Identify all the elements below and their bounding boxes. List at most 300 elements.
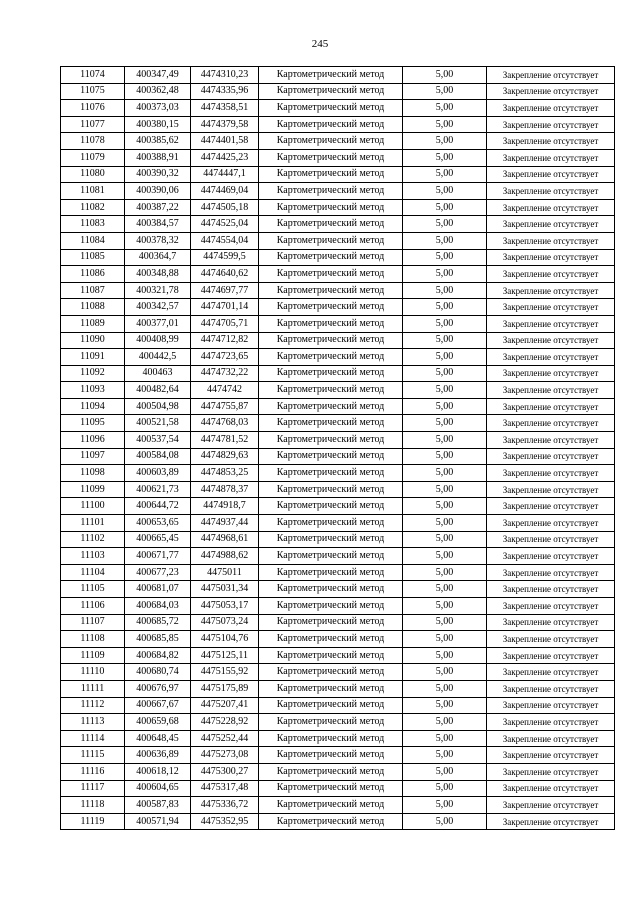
point-number-cell: 11119 — [61, 813, 125, 830]
table-row — [61, 763, 615, 780]
point-number-cell: 11074 — [61, 67, 125, 84]
y-coordinate-cell: 4475125,11 — [191, 647, 259, 664]
x-coordinate-cell: 400671,77 — [125, 548, 191, 565]
accuracy-cell: 5,00 — [403, 548, 487, 565]
x-coordinate-cell: 400685,72 — [125, 614, 191, 631]
y-coordinate-cell: 4474755,87 — [191, 398, 259, 415]
x-coordinate-cell: 400387,22 — [125, 199, 191, 216]
method-cell: Картометрический метод — [259, 614, 403, 631]
accuracy-cell: 5,00 — [403, 631, 487, 648]
fixation-cell: Закрепление отсутствует — [487, 67, 615, 84]
table-row — [61, 481, 615, 498]
accuracy-cell: 5,00 — [403, 199, 487, 216]
table-row — [61, 531, 615, 548]
accuracy-cell: 5,00 — [403, 647, 487, 664]
fixation-cell: Закрепление отсутствует — [487, 282, 615, 299]
y-coordinate-cell: 4474335,96 — [191, 83, 259, 100]
y-coordinate-cell: 4475073,24 — [191, 614, 259, 631]
method-cell: Картометрический метод — [259, 481, 403, 498]
y-coordinate-cell: 4474723,65 — [191, 349, 259, 366]
method-cell: Картометрический метод — [259, 813, 403, 830]
accuracy-cell: 5,00 — [403, 498, 487, 515]
x-coordinate-cell: 400378,32 — [125, 232, 191, 249]
x-coordinate-cell: 400648,45 — [125, 730, 191, 747]
accuracy-cell: 5,00 — [403, 149, 487, 166]
point-number-cell: 11078 — [61, 133, 125, 150]
point-number-cell: 11092 — [61, 365, 125, 382]
method-cell: Картометрический метод — [259, 714, 403, 731]
accuracy-cell: 5,00 — [403, 398, 487, 415]
point-number-cell: 11095 — [61, 415, 125, 432]
y-coordinate-cell: 4475011 — [191, 564, 259, 581]
point-number-cell: 11090 — [61, 332, 125, 349]
point-number-cell: 11110 — [61, 664, 125, 681]
table-row — [61, 614, 615, 631]
method-cell: Картометрический метод — [259, 697, 403, 714]
method-cell: Картометрический метод — [259, 581, 403, 598]
point-number-cell: 11079 — [61, 149, 125, 166]
method-cell: Картометрический метод — [259, 797, 403, 814]
x-coordinate-cell: 400653,65 — [125, 515, 191, 532]
method-cell: Картометрический метод — [259, 730, 403, 747]
y-coordinate-cell: 4474447,1 — [191, 166, 259, 183]
point-number-cell: 11096 — [61, 432, 125, 449]
fixation-cell: Закрепление отсутствует — [487, 315, 615, 332]
table-row — [61, 282, 615, 299]
fixation-cell: Закрепление отсутствует — [487, 813, 615, 830]
fixation-cell: Закрепление отсутствует — [487, 598, 615, 615]
method-cell: Картометрический метод — [259, 199, 403, 216]
coordinates-table-body — [61, 67, 615, 830]
y-coordinate-cell: 4475175,89 — [191, 680, 259, 697]
x-coordinate-cell: 400364,7 — [125, 249, 191, 266]
page-number: 245 — [311, 38, 329, 50]
x-coordinate-cell: 400684,03 — [125, 598, 191, 615]
y-coordinate-cell: 4475273,08 — [191, 747, 259, 764]
y-coordinate-cell: 4474988,62 — [191, 548, 259, 565]
table-row — [61, 714, 615, 731]
point-number-cell: 11076 — [61, 100, 125, 117]
table-row — [61, 249, 615, 266]
table-row — [61, 83, 615, 100]
fixation-cell: Закрепление отсутствует — [487, 183, 615, 200]
y-coordinate-cell: 4474358,51 — [191, 100, 259, 117]
fixation-cell: Закрепление отсутствует — [487, 349, 615, 366]
x-coordinate-cell: 400482,64 — [125, 382, 191, 399]
x-coordinate-cell: 400321,78 — [125, 282, 191, 299]
point-number-cell: 11100 — [61, 498, 125, 515]
y-coordinate-cell: 4474712,82 — [191, 332, 259, 349]
y-coordinate-cell: 4474310,23 — [191, 67, 259, 84]
table-row — [61, 664, 615, 681]
accuracy-cell: 5,00 — [403, 299, 487, 316]
table-row — [61, 730, 615, 747]
method-cell: Картометрический метод — [259, 747, 403, 764]
method-cell: Картометрический метод — [259, 680, 403, 697]
table-row — [61, 432, 615, 449]
fixation-cell: Закрепление отсутствует — [487, 498, 615, 515]
accuracy-cell: 5,00 — [403, 266, 487, 283]
fixation-cell: Закрепление отсутствует — [487, 730, 615, 747]
fixation-cell: Закрепление отсутствует — [487, 415, 615, 432]
y-coordinate-cell: 4474937,44 — [191, 515, 259, 532]
y-coordinate-cell: 4475207,41 — [191, 697, 259, 714]
accuracy-cell: 5,00 — [403, 100, 487, 117]
table-row — [61, 465, 615, 482]
x-coordinate-cell: 400384,57 — [125, 216, 191, 233]
fixation-cell: Закрепление отсутствует — [487, 166, 615, 183]
table-row — [61, 647, 615, 664]
table-row — [61, 183, 615, 200]
x-coordinate-cell: 400604,65 — [125, 780, 191, 797]
x-coordinate-cell: 400659,68 — [125, 714, 191, 731]
method-cell: Картометрический метод — [259, 232, 403, 249]
fixation-cell: Закрепление отсутствует — [487, 432, 615, 449]
point-number-cell: 11077 — [61, 116, 125, 133]
point-number-cell: 11099 — [61, 481, 125, 498]
table-row — [61, 747, 615, 764]
method-cell: Картометрический метод — [259, 67, 403, 84]
x-coordinate-cell: 400388,91 — [125, 149, 191, 166]
point-number-cell: 11083 — [61, 216, 125, 233]
method-cell: Картометрический метод — [259, 315, 403, 332]
fixation-cell: Закрепление отсутствует — [487, 249, 615, 266]
point-number-cell: 11111 — [61, 680, 125, 697]
table-row — [61, 631, 615, 648]
x-coordinate-cell: 400667,67 — [125, 697, 191, 714]
fixation-cell: Закрепление отсутствует — [487, 199, 615, 216]
x-coordinate-cell: 400677,23 — [125, 564, 191, 581]
table-row — [61, 564, 615, 581]
fixation-cell: Закрепление отсутствует — [487, 763, 615, 780]
table-row — [61, 299, 615, 316]
method-cell: Картометрический метод — [259, 282, 403, 299]
method-cell: Картометрический метод — [259, 133, 403, 150]
point-number-cell: 11116 — [61, 763, 125, 780]
x-coordinate-cell: 400377,01 — [125, 315, 191, 332]
y-coordinate-cell: 4475228,92 — [191, 714, 259, 731]
accuracy-cell: 5,00 — [403, 813, 487, 830]
point-number-cell: 11114 — [61, 730, 125, 747]
method-cell: Картометрический метод — [259, 448, 403, 465]
point-number-cell: 11094 — [61, 398, 125, 415]
method-cell: Картометрический метод — [259, 598, 403, 615]
fixation-cell: Закрепление отсутствует — [487, 531, 615, 548]
y-coordinate-cell: 4475252,44 — [191, 730, 259, 747]
method-cell: Картометрический метод — [259, 647, 403, 664]
method-cell: Картометрический метод — [259, 631, 403, 648]
y-coordinate-cell: 4474829,63 — [191, 448, 259, 465]
accuracy-cell: 5,00 — [403, 249, 487, 266]
table-row — [61, 199, 615, 216]
table-row — [61, 100, 615, 117]
y-coordinate-cell: 4474968,61 — [191, 531, 259, 548]
point-number-cell: 11108 — [61, 631, 125, 648]
x-coordinate-cell: 400385,62 — [125, 133, 191, 150]
point-number-cell: 11081 — [61, 183, 125, 200]
fixation-cell: Закрепление отсутствует — [487, 232, 615, 249]
x-coordinate-cell: 400390,32 — [125, 166, 191, 183]
y-coordinate-cell: 4475317,48 — [191, 780, 259, 797]
accuracy-cell: 5,00 — [403, 581, 487, 598]
accuracy-cell: 5,00 — [403, 730, 487, 747]
accuracy-cell: 5,00 — [403, 183, 487, 200]
x-coordinate-cell: 400537,54 — [125, 432, 191, 449]
point-number-cell: 11080 — [61, 166, 125, 183]
accuracy-cell: 5,00 — [403, 481, 487, 498]
y-coordinate-cell: 4474878,37 — [191, 481, 259, 498]
method-cell: Картометрический метод — [259, 216, 403, 233]
table-row — [61, 315, 615, 332]
fixation-cell: Закрепление отсутствует — [487, 83, 615, 100]
x-coordinate-cell: 400618,12 — [125, 763, 191, 780]
fixation-cell: Закрепление отсутствует — [487, 382, 615, 399]
x-coordinate-cell: 400442,5 — [125, 349, 191, 366]
y-coordinate-cell: 4474705,71 — [191, 315, 259, 332]
table-row — [61, 349, 615, 366]
point-number-cell: 11089 — [61, 315, 125, 332]
fixation-cell: Закрепление отсутствует — [487, 747, 615, 764]
table-row — [61, 813, 615, 830]
point-number-cell: 11087 — [61, 282, 125, 299]
fixation-cell: Закрепление отсутствует — [487, 398, 615, 415]
point-number-cell: 11088 — [61, 299, 125, 316]
method-cell: Картометрический метод — [259, 398, 403, 415]
point-number-cell: 11107 — [61, 614, 125, 631]
y-coordinate-cell: 4474505,18 — [191, 199, 259, 216]
x-coordinate-cell: 400680,74 — [125, 664, 191, 681]
table-row — [61, 697, 615, 714]
table-row — [61, 448, 615, 465]
fixation-cell: Закрепление отсутствует — [487, 614, 615, 631]
method-cell: Картометрический метод — [259, 531, 403, 548]
y-coordinate-cell: 4474768,03 — [191, 415, 259, 432]
table-row — [61, 382, 615, 399]
accuracy-cell: 5,00 — [403, 564, 487, 581]
point-number-cell: 11085 — [61, 249, 125, 266]
table-row — [61, 797, 615, 814]
y-coordinate-cell: 4475155,92 — [191, 664, 259, 681]
y-coordinate-cell: 4474599,5 — [191, 249, 259, 266]
x-coordinate-cell: 400587,83 — [125, 797, 191, 814]
accuracy-cell: 5,00 — [403, 697, 487, 714]
method-cell: Картометрический метод — [259, 149, 403, 166]
table-row — [61, 581, 615, 598]
y-coordinate-cell: 4474554,04 — [191, 232, 259, 249]
x-coordinate-cell: 400521,58 — [125, 415, 191, 432]
method-cell: Картометрический метод — [259, 365, 403, 382]
x-coordinate-cell: 400504,98 — [125, 398, 191, 415]
x-coordinate-cell: 400684,82 — [125, 647, 191, 664]
x-coordinate-cell: 400380,15 — [125, 116, 191, 133]
method-cell: Картометрический метод — [259, 299, 403, 316]
table-row — [61, 598, 615, 615]
method-cell: Картометрический метод — [259, 498, 403, 515]
fixation-cell: Закрепление отсутствует — [487, 780, 615, 797]
method-cell: Картометрический метод — [259, 100, 403, 117]
table-row — [61, 498, 615, 515]
accuracy-cell: 5,00 — [403, 664, 487, 681]
accuracy-cell: 5,00 — [403, 232, 487, 249]
y-coordinate-cell: 4475336,72 — [191, 797, 259, 814]
x-coordinate-cell: 400685,85 — [125, 631, 191, 648]
accuracy-cell: 5,00 — [403, 763, 487, 780]
method-cell: Картометрический метод — [259, 249, 403, 266]
table-row — [61, 548, 615, 565]
fixation-cell: Закрепление отсутствует — [487, 631, 615, 648]
method-cell: Картометрический метод — [259, 116, 403, 133]
accuracy-cell: 5,00 — [403, 598, 487, 615]
point-number-cell: 11082 — [61, 199, 125, 216]
method-cell: Картометрический метод — [259, 780, 403, 797]
point-number-cell: 11086 — [61, 266, 125, 283]
table-row — [61, 67, 615, 84]
accuracy-cell: 5,00 — [403, 365, 487, 382]
accuracy-cell: 5,00 — [403, 432, 487, 449]
method-cell: Картометрический метод — [259, 332, 403, 349]
table-row — [61, 266, 615, 283]
method-cell: Картометрический метод — [259, 183, 403, 200]
x-coordinate-cell: 400348,88 — [125, 266, 191, 283]
y-coordinate-cell: 4474742 — [191, 382, 259, 399]
y-coordinate-cell: 4475352,95 — [191, 813, 259, 830]
table-row — [61, 415, 615, 432]
accuracy-cell: 5,00 — [403, 216, 487, 233]
accuracy-cell: 5,00 — [403, 714, 487, 731]
accuracy-cell: 5,00 — [403, 315, 487, 332]
fixation-cell: Закрепление отсутствует — [487, 116, 615, 133]
fixation-cell: Закрепление отсутствует — [487, 149, 615, 166]
point-number-cell: 11091 — [61, 349, 125, 366]
point-number-cell: 11098 — [61, 465, 125, 482]
y-coordinate-cell: 4474425,23 — [191, 149, 259, 166]
fixation-cell: Закрепление отсутствует — [487, 664, 615, 681]
table-row — [61, 232, 615, 249]
point-number-cell: 11075 — [61, 83, 125, 100]
accuracy-cell: 5,00 — [403, 797, 487, 814]
accuracy-cell: 5,00 — [403, 448, 487, 465]
fixation-cell: Закрепление отсутствует — [487, 465, 615, 482]
accuracy-cell: 5,00 — [403, 282, 487, 299]
fixation-cell: Закрепление отсутствует — [487, 581, 615, 598]
accuracy-cell: 5,00 — [403, 67, 487, 84]
y-coordinate-cell: 4474401,58 — [191, 133, 259, 150]
point-number-cell: 11117 — [61, 780, 125, 797]
fixation-cell: Закрепление отсутствует — [487, 448, 615, 465]
fixation-cell: Закрепление отсутствует — [487, 299, 615, 316]
table-row — [61, 332, 615, 349]
accuracy-cell: 5,00 — [403, 116, 487, 133]
y-coordinate-cell: 4474525,04 — [191, 216, 259, 233]
accuracy-cell: 5,00 — [403, 747, 487, 764]
x-coordinate-cell: 400681,07 — [125, 581, 191, 598]
method-cell: Картометрический метод — [259, 266, 403, 283]
point-number-cell: 11105 — [61, 581, 125, 598]
point-number-cell: 11106 — [61, 598, 125, 615]
fixation-cell: Закрепление отсутствует — [487, 266, 615, 283]
accuracy-cell: 5,00 — [403, 133, 487, 150]
accuracy-cell: 5,00 — [403, 415, 487, 432]
y-coordinate-cell: 4474918,7 — [191, 498, 259, 515]
accuracy-cell: 5,00 — [403, 680, 487, 697]
table-row — [61, 780, 615, 797]
accuracy-cell: 5,00 — [403, 166, 487, 183]
table-row — [61, 680, 615, 697]
fixation-cell: Закрепление отсутствует — [487, 515, 615, 532]
x-coordinate-cell: 400665,45 — [125, 531, 191, 548]
method-cell: Картометрический метод — [259, 166, 403, 183]
x-coordinate-cell: 400342,57 — [125, 299, 191, 316]
x-coordinate-cell: 400362,48 — [125, 83, 191, 100]
accuracy-cell: 5,00 — [403, 531, 487, 548]
accuracy-cell: 5,00 — [403, 349, 487, 366]
x-coordinate-cell: 400603,89 — [125, 465, 191, 482]
table-row — [61, 166, 615, 183]
method-cell: Картометрический метод — [259, 382, 403, 399]
x-coordinate-cell: 400390,06 — [125, 183, 191, 200]
fixation-cell: Закрепление отсутствует — [487, 332, 615, 349]
x-coordinate-cell: 400571,94 — [125, 813, 191, 830]
method-cell: Картометрический метод — [259, 763, 403, 780]
accuracy-cell: 5,00 — [403, 83, 487, 100]
method-cell: Картометрический метод — [259, 564, 403, 581]
point-number-cell: 11104 — [61, 564, 125, 581]
point-number-cell: 11101 — [61, 515, 125, 532]
y-coordinate-cell: 4474640,62 — [191, 266, 259, 283]
table-row — [61, 149, 615, 166]
point-number-cell: 11084 — [61, 232, 125, 249]
table-row — [61, 515, 615, 532]
fixation-cell: Закрепление отсутствует — [487, 365, 615, 382]
x-coordinate-cell: 400347,49 — [125, 67, 191, 84]
fixation-cell: Закрепление отсутствует — [487, 133, 615, 150]
x-coordinate-cell: 400373,03 — [125, 100, 191, 117]
point-number-cell: 11097 — [61, 448, 125, 465]
accuracy-cell: 5,00 — [403, 515, 487, 532]
y-coordinate-cell: 4475300,27 — [191, 763, 259, 780]
table-row — [61, 398, 615, 415]
fixation-cell: Закрепление отсутствует — [487, 697, 615, 714]
y-coordinate-cell: 4474697,77 — [191, 282, 259, 299]
x-coordinate-cell: 400584,08 — [125, 448, 191, 465]
fixation-cell: Закрепление отсутствует — [487, 797, 615, 814]
accuracy-cell: 5,00 — [403, 614, 487, 631]
fixation-cell: Закрепление отсутствует — [487, 647, 615, 664]
y-coordinate-cell: 4475104,76 — [191, 631, 259, 648]
y-coordinate-cell: 4474853,25 — [191, 465, 259, 482]
point-number-cell: 11115 — [61, 747, 125, 764]
point-number-cell: 11113 — [61, 714, 125, 731]
accuracy-cell: 5,00 — [403, 332, 487, 349]
method-cell: Картометрический метод — [259, 415, 403, 432]
x-coordinate-cell: 400621,73 — [125, 481, 191, 498]
y-coordinate-cell: 4474781,52 — [191, 432, 259, 449]
y-coordinate-cell: 4474701,14 — [191, 299, 259, 316]
accuracy-cell: 5,00 — [403, 382, 487, 399]
y-coordinate-cell: 4475053,17 — [191, 598, 259, 615]
method-cell: Картометрический метод — [259, 515, 403, 532]
y-coordinate-cell: 4475031,34 — [191, 581, 259, 598]
accuracy-cell: 5,00 — [403, 780, 487, 797]
point-number-cell: 11118 — [61, 797, 125, 814]
point-number-cell: 11112 — [61, 697, 125, 714]
coordinates-table — [60, 66, 615, 830]
method-cell: Картометрический метод — [259, 83, 403, 100]
method-cell: Картометрический метод — [259, 432, 403, 449]
fixation-cell: Закрепление отсутствует — [487, 680, 615, 697]
accuracy-cell: 5,00 — [403, 465, 487, 482]
x-coordinate-cell: 400463 — [125, 365, 191, 382]
